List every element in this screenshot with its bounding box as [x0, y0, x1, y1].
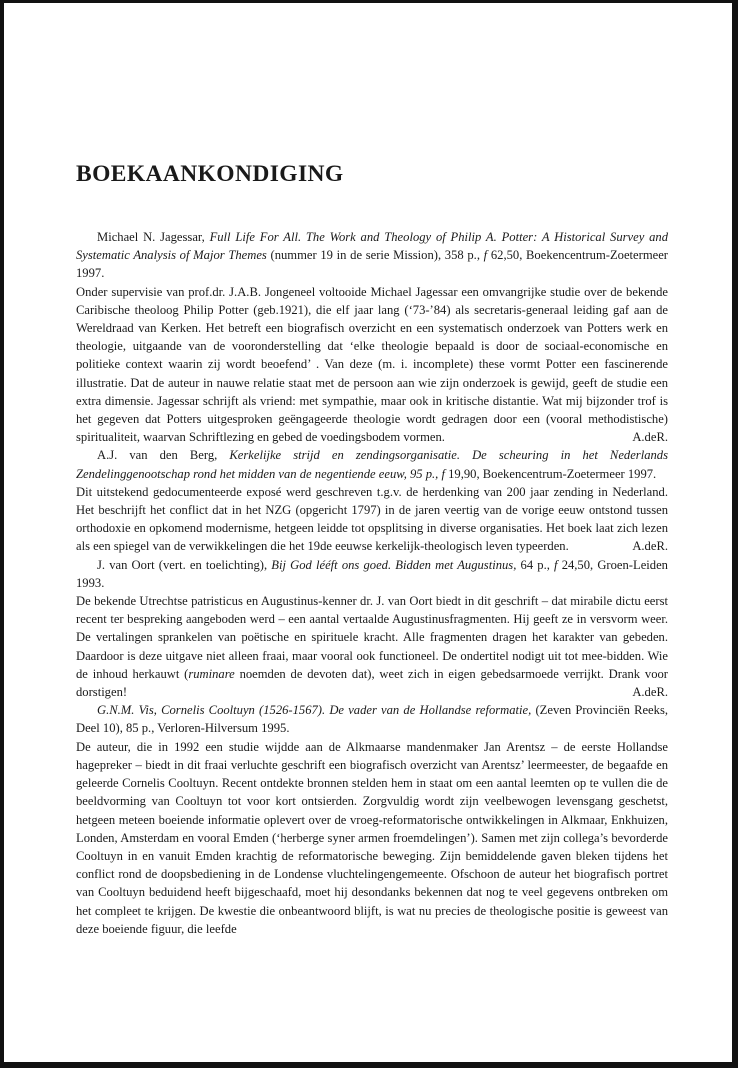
page-border-top — [0, 0, 738, 3]
reviewer-signature: A.deR. — [632, 539, 668, 554]
reviewer-signature: A.deR. — [632, 685, 668, 700]
page-border-left — [0, 0, 4, 1068]
price-symbol: f — [483, 248, 488, 263]
book-author: Michael N. Jagessar, — [97, 230, 210, 244]
book-publisher: 19,90, Boekencentrum-Zoetermeer 1997. — [444, 466, 657, 481]
document-body — [76, 160, 668, 938]
book-details: (nummer 19 in de serie Mission), 358 p., — [266, 248, 484, 263]
review-text: De auteur, die in 1992 een studie wijdde aan de Alkmaarse mandenmaker Jan Arentsz – de eerste Hollandse hagepreker – biedt in dit fraai verluchte geschrift een biografisch overzicht van Arentsz’ leermeester, de begaafde en geleerde Cornelis Cooltuyn. Recent ontdekte bronnen stelden hem in staat om een aantal leemten op te vullen die de beeldvorming van Cooltuyn tot voor kort ontsierden. Zorgvuldig wordt zijn veelbewogen levensgang geschetst, hetgeen meteen boeiende informatie oplevert over de vroeg-reformatorische ontwikkelingen in Alkmaar, Enkhuizen, Londen, Amsterdam en vooral Emden (‘herberge syner armen froemdelingen’). Samen met zijn collega’s bevorderde Cooltuyn in en vanuit Emden krachtig de reformatorische beweging. Zijn bemiddelende gaven bleken tijdens het conflict rond de doopsbediening in de Londense vluchtelingengemeente. Ofschoon de auteur het biografisch portret van Cooltuyn beduidend heeft bijgeschaafd, moet hij desondanks bekennen dat nog te veel gegevens ontbreken om het compleet te krijgen. De kwestie die onbeantwoord blijft, is wat nu precies de theologische positie is geweest van deze boeiende figuur, die leefde — [76, 739, 668, 936]
review-text: De bekende Utrechtse patristicus en Augustinus-kenner dr. J. van Oort biedt in dit geschrift – dat mirabile dictu eerst recent ter bespreking aangeboden werd – een aantal vertaalde Augustinusfragmenten. Hij geeft ze in versvorm weer. De vertalingen sprankelen van poëtische en spirituele kracht. Alle fragmenten dragen het karakter van gebeden. Daardoor is deze uitgave niet alleen fraai, maar vooral ook functioneel. De ondertitel nodigt uit tot mee-bidden. Wie de inhoud herkauwt ( — [76, 594, 668, 681]
review-italic: ruminare — [188, 666, 235, 681]
book-review — [76, 483, 668, 556]
book-title: G.N.M. Vis, Cornelis Cooltuyn (1526-1567). De vader van de Hollandse reformatie, — [97, 703, 532, 718]
price-symbol: f — [554, 557, 558, 572]
book-announcement — [76, 701, 668, 938]
reviewer-signature: A.deR. — [632, 430, 668, 445]
book-details: 64 p., — [516, 557, 555, 572]
review-text: Onder supervisie van prof.dr. J.A.B. Jongeneel voltooide Michael Jagessar een omvangrijke studie over de bekende Caribische theoloog Philip Potter (geb.1921), die elf jaar lang (‘73-’84) als secretaris-generaal leiding gaf aan de Wereldraad van Kerken. Het betreft een biografisch overzicht en een systematisch onderzoek van Potters werk en theologie, uitgaande van de vooronderstelling dat ‘elke theologie bepaald is door de sociaal-economische en politieke context waarin zij wordt beoefend’ . Van deze (m. i. incomplete) these vormt Potter een fascinerende illustratie. Dat de auteur in nauwe relatie staat met de persoon aan wie zijn onderzoek is gewijd, geeft de studie een extra dimensie. Jagessar schrijft als vriend: met sympathie, maar ook in kritische distantie. Wat mij bijzonder trof is het gegeven dat Potters uitgesproken geëngageerde theologie wordt gedragen door een (vooral methodistische) spiritualiteit, waarvan Schriftlezing en gebed de voedingsbodem vormen. — [76, 284, 668, 445]
book-publisher: 62,50, Boekencentrum-Zoetermeer 1997. — [76, 248, 668, 281]
book-author: A.J. van den Berg, — [97, 448, 230, 463]
book-citation — [76, 701, 668, 737]
book-review — [76, 592, 668, 701]
page-border-bottom — [0, 1062, 738, 1068]
book-announcement — [76, 228, 668, 446]
book-review — [76, 738, 668, 938]
book-title: Kerkelijke strijd en zendingsorganisatie. De scheuring in het Nederlands Zendelinggenootschap rond het midden van de negentiende eeuw, 95 p., — [76, 448, 668, 481]
page-title: BOEKAANKONDIGING — [76, 161, 344, 187]
book-review — [76, 283, 668, 447]
page-border-right — [732, 0, 738, 1068]
review-text-after: noemden de devoten dat), weet zich in eigen gebedsarmoede verrijkt. Drank voor dorstigen! — [76, 666, 668, 700]
book-title: Bij God lééft ons goed. Bidden met Augustinus, — [271, 557, 517, 572]
book-citation — [76, 556, 668, 592]
book-details: (Zeven Provinciën Reeks, Deel 10), 85 p., Verloren-Hilversum 1995. — [76, 703, 668, 736]
book-citation — [76, 228, 668, 283]
book-citation — [76, 446, 668, 482]
book-announcement — [76, 556, 668, 702]
book-title: Full Life For All. The Work and Theology of Philip A. Potter: A Historical Survey and Systematic Analysis of Major Themes — [76, 230, 668, 263]
review-text: Dit uitstekend gedocumenteerde exposé werd geschreven t.g.v. de herdenking van 200 jaar zending in Nederland. Het beschrijft het conflict dat in het NZG (opgericht 1797) in de jaren veertig van de vorige eeuw ontstond tussen orthodoxie en opkomend modernisme, hetgeen leidde tot opsplitsing in diverse organisaties. Het boek laat zich lezen als een spiegel van de verwikkelingen die het 19de eeuwse kerkelijk-theologisch leven typeerden. — [76, 484, 668, 554]
book-author: J. van Oort (vert. en toelichting), — [97, 557, 272, 572]
price-symbol: f — [441, 466, 445, 481]
book-announcement — [76, 446, 668, 555]
book-publisher: 24,50, Groen-Leiden 1993. — [76, 557, 668, 590]
